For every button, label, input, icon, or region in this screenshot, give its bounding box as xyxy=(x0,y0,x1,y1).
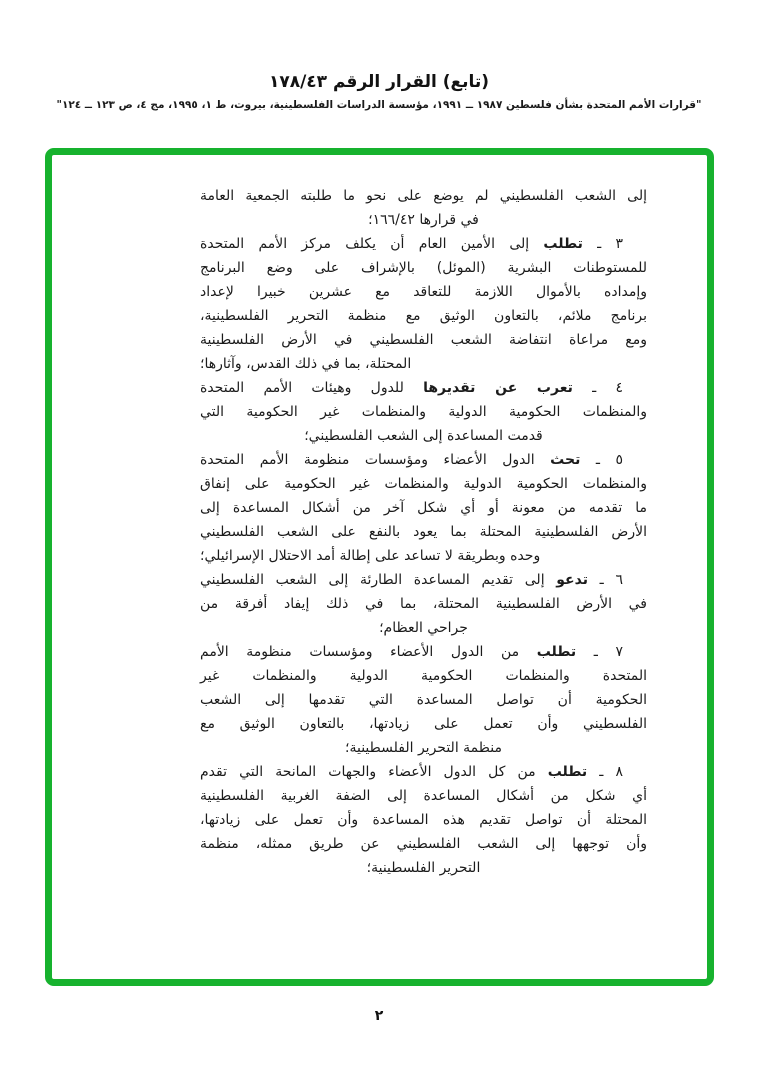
text-line: ٧ ـ تطلب من الدول الأعضاء ومؤسسات منظومة الأمم xyxy=(200,644,623,660)
text-line: ومع مراعاة انتفاضة الشعب الفلسطيني في الأرض الفلسطينية xyxy=(200,332,647,348)
item-verb: تطلب xyxy=(543,236,583,252)
item-number: ٣ ـ xyxy=(582,236,623,252)
text-line: إلى الشعب الفلسطيني لم يوضع على نحو ما طلبته الجمعية العامة xyxy=(200,188,647,204)
item-verb: تطلب xyxy=(547,764,588,780)
text-line: في الأرض الفلسطينية المحتلة، بما في ذلك إيفاد أفرقة من xyxy=(200,596,647,612)
item-number: ٦ ـ xyxy=(587,572,623,588)
green-frame xyxy=(45,148,714,986)
text-line: التحرير الفلسطينية؛ xyxy=(366,860,481,876)
text-line: ٨ ـ تطلب من كل الدول الأعضاء والجهات المانحة التي تقدم xyxy=(200,764,623,780)
item-number: ٨ ـ xyxy=(587,764,623,780)
text-line: في قرارها ١٦٦/٤٢؛ xyxy=(368,212,479,228)
resolution-text xyxy=(200,184,647,880)
page-header xyxy=(0,72,758,111)
text-line: وحده وبطريقة لا تساعد على إطالة أمد الاحتلال الإسرائيلي؛ xyxy=(200,548,541,564)
text-line: المحتلة أن تواصل تقديم هذه المساعدة وأن تعمل على زيادتها، xyxy=(200,812,647,828)
text-line: ٦ ـ تدعو إلى تقديم المساعدة الطارئة إلى الشعب الفلسطيني xyxy=(200,572,623,588)
text-line: المتحدة والمنظمات الحكومية الدولية والمنظمات غير xyxy=(200,668,647,684)
item-number: ٧ ـ xyxy=(576,644,623,660)
text-line: ٤ ـ تعرب عن تقديرها للدول وهيئات الأمم المتحدة xyxy=(200,380,623,396)
document-title: (تابع) القرار الرقم ١٧٨/٤٣ xyxy=(268,72,490,92)
text-line: والمنظمات الحكومية الدولية والمنظمات غير الحكومية على إنفاق xyxy=(200,476,647,492)
text-line: ما تقدمه من معونة أو أي شكل آخر من أشكال المساعدة إلى xyxy=(200,500,647,516)
text-line: ٥ ـ تحث الدول الأعضاء ومؤسسات منظومة الأمم المتحدة xyxy=(200,452,623,468)
text-line: أي شكل من أشكال المساعدة إلى الضفة الغربية الفلسطينية xyxy=(200,788,647,804)
text-line: الفلسطيني وأن تعمل على زيادتها، بالتعاون الوثيق مع xyxy=(200,716,647,732)
item-verb: تطلب xyxy=(536,644,577,660)
text-line: وإمداده بالأموال اللازمة للتعاقد مع عشرين خبيرا لإعداد xyxy=(200,284,647,300)
text-line: الأرض الفلسطينية المحتلة بما يعود بالنفع على الشعب الفلسطيني xyxy=(200,524,647,540)
text-line: المحتلة، بما في ذلك القدس، وآثارها؛ xyxy=(200,356,412,372)
document-citation: "قرارات الأمم المتحدة بشأن فلسطين ١٩٨٧ ــ ١٩٩١، مؤسسة الدراسات الفلسطينية، بيروت، ط ١، ١٩٩٥، مج ٤، ص ١٢٣ ــ ١٢٤" xyxy=(56,99,702,111)
item-number: ٥ ـ xyxy=(580,452,623,468)
text-line: جراحي العظام؛ xyxy=(379,620,468,636)
text-line: منظمة التحرير الفلسطينية؛ xyxy=(345,740,502,756)
text-line: قدمت المساعدة إلى الشعب الفلسطيني؛ xyxy=(304,428,543,444)
text-line: للمستوطنات البشرية (الموئل) بالإشراف على وضع البرنامج xyxy=(200,260,647,276)
text-line: برنامج ملائم، بالتعاون الوثيق مع منظمة التحرير الفلسطينية، xyxy=(200,308,647,324)
text-line: والمنظمات الحكومية الدولية والمنظمات غير الحكومية التي xyxy=(200,404,647,420)
item-number: ٤ ـ xyxy=(572,380,623,396)
page-number: ٢ xyxy=(374,1008,384,1024)
text-line: ٣ ـ تطلب إلى الأمين العام أن يكلف مركز الأمم المتحدة xyxy=(200,236,623,252)
text-line: وأن توجهها إلى الشعب الفلسطيني عن طريق ممثله، منظمة xyxy=(200,836,647,852)
item-verb: تدعو xyxy=(556,572,588,588)
text-line: الحكومية أن تواصل المساعدة التي تقدمها إلى الشعب xyxy=(200,692,647,708)
item-verb: تحث xyxy=(550,452,581,468)
item-verb: تعرب عن تقديرها xyxy=(423,380,573,396)
